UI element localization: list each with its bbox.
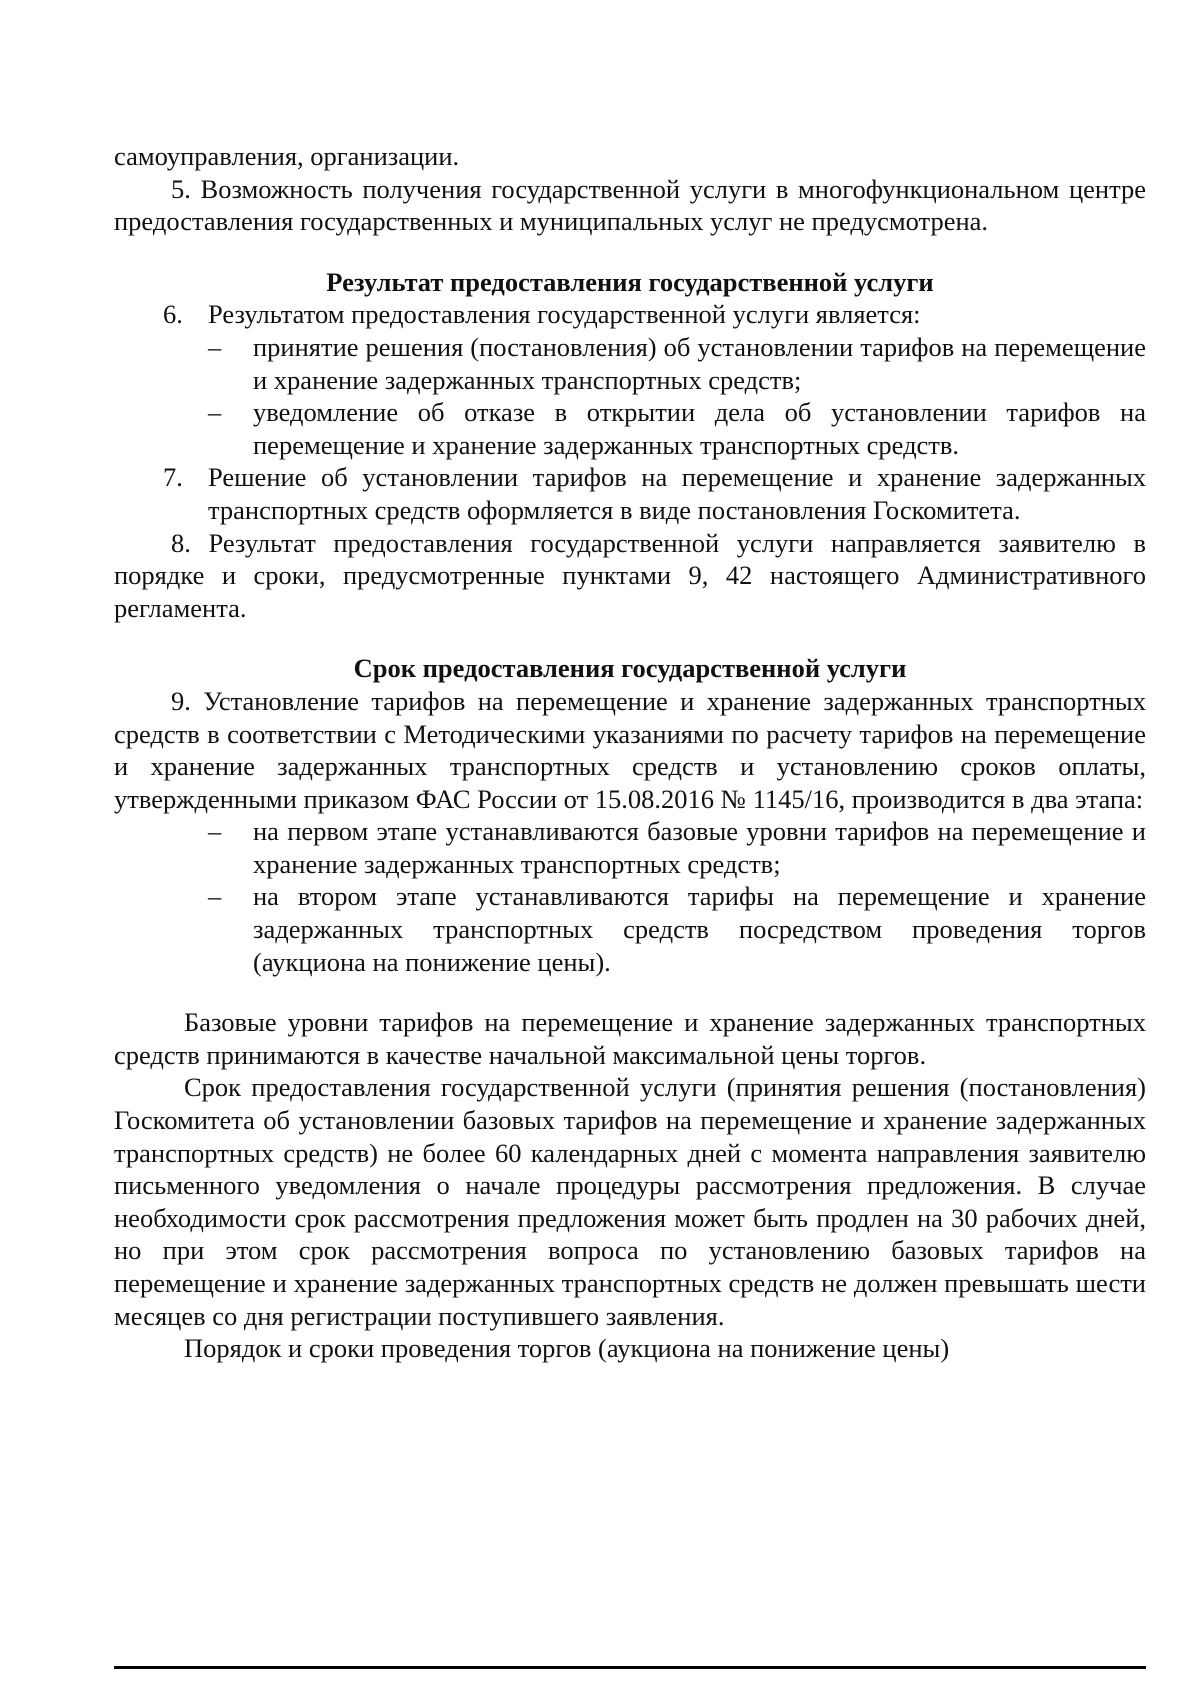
list-item: [114, 396, 1146, 461]
list-item: [114, 815, 1146, 880]
heading-term: Срок предоставления государственной услуги: [353, 653, 907, 684]
item-7-text: Решение об установлении тарифов на перемещение и хранение задержанных транспортных средств оформляется в виде постановления Госкомитета.: [208, 462, 1146, 525]
item-6-number: 6.: [163, 299, 183, 330]
dash-bullet: –: [208, 397, 222, 428]
dash-bullet: –: [208, 331, 222, 362]
spacer: [114, 978, 1146, 1006]
list-item: [114, 880, 1146, 978]
paragraph-8: 8. Результат предоставления государственной услуги направляется заявителю в порядке и сроки, предусмотренные пунктами 9, 42 настоящего Административного регламента.: [114, 527, 1146, 623]
spacer: [114, 238, 1146, 266]
list-item-text: принятие решения (постановления) об установлении тарифов на перемещение и хранение задержанных транспортных средств;: [253, 331, 1146, 395]
item-7: [114, 461, 1146, 526]
spacer: [114, 624, 1146, 652]
heading-result: Результат предоставления государственной услуги: [326, 266, 934, 297]
result-list: [114, 331, 1146, 461]
document-page: [114, 140, 1146, 1365]
paragraph-intro: самоуправления, организации.: [114, 141, 460, 171]
paragraph-service-term: Срок предоставления государственной услуги (принятия решения (постановления) Госкомитета об установлении базовых тарифов на перемещение и хранение задержанных транспортных средств) не более 60 календарных дней с момента направления заявителю письменного уведомления о начале процедуры рассмотрения предложения. В случае необходимости срок рассмотрения предложения может быть продлен на 30 рабочих дней, но при этом срок рассмотрения вопроса по установлению базовых тарифов на перемещение и хранение задержанных транспортных средств не должен превышать шести месяцев со дня регистрации поступившего заявления.: [114, 1072, 1146, 1331]
paragraph-base-levels: Базовые уровни тарифов на перемещение и хранение задержанных транспортных средств принимаются в качестве начальной максимальной цены торгов.: [114, 1007, 1146, 1070]
list-item-text: уведомление об отказе в открытии дела об установлении тарифов на перемещение и хранение задержанных транспортных средств.: [253, 397, 1146, 460]
dash-bullet: –: [208, 816, 222, 847]
item-6: [114, 298, 1146, 331]
stage-list: [114, 815, 1146, 978]
paragraph-5: 5. Возможность получения государственной услуги в многофункциональном центре предоставления государственных и муниципальных услуг не предусмотрена.: [114, 173, 1146, 237]
item-6-text: Результатом предоставления государственной услуги является:: [208, 299, 921, 330]
paragraph-9: 9. Установление тарифов на перемещение и хранение задержанных транспортных средств в соответствии с Методическими указаниями по расчету тарифов на перемещение и хранение задержанных транспортных средств и установлению сроков оплаты, утвержденными приказом ФАС России от 15.08.2016 № 1145/16, производится в два этапа:: [114, 685, 1146, 814]
footer-divider: [114, 1666, 1146, 1669]
list-item-text: на втором этапе устанавливаются тарифы на перемещение и хранение задержанных транспортных средств посредством проведения торгов (аукциона на понижение цены).: [253, 881, 1146, 977]
paragraph-auction-order: Порядок и сроки проведения торгов (аукциона на понижение цены): [184, 1333, 950, 1364]
item-7-number: 7.: [163, 462, 183, 493]
list-item-text: на первом этапе устанавливаются базовые уровни тарифов на перемещение и хранение задержанных транспортных средств;: [253, 816, 1146, 879]
list-item: [114, 331, 1146, 396]
dash-bullet: –: [208, 881, 222, 912]
